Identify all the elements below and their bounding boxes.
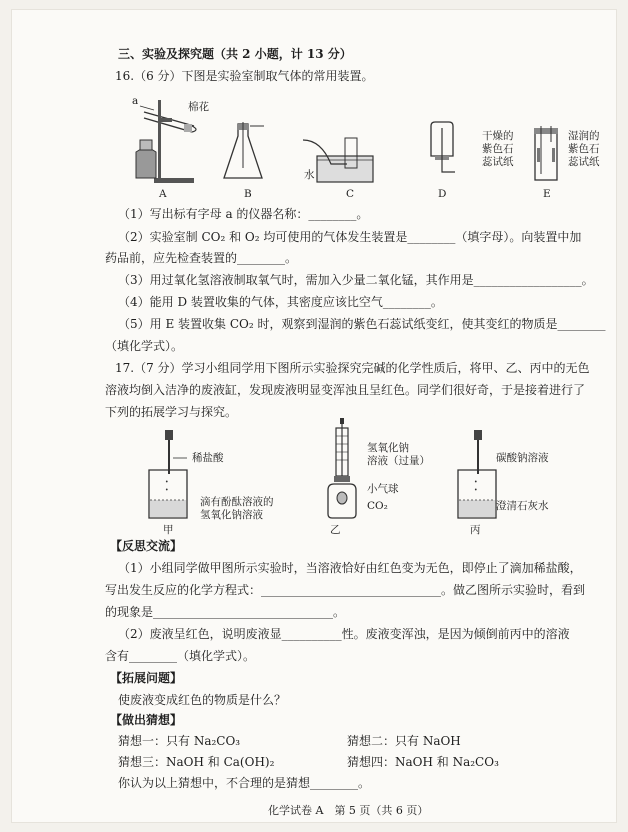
apparatus-jia	[143, 430, 197, 522]
guess-3: 猜想三：NaOH 和 Ca(OH)₂	[118, 755, 275, 769]
label-phenol: 滴有酚酞溶液的 氢氧化钠溶液	[200, 496, 274, 521]
label-limewater: 澄清石灰水	[496, 500, 549, 512]
label-dry-paper: 干燥的 紫色石 蕊试纸	[482, 130, 514, 168]
apparatus-d	[425, 120, 459, 178]
label-a: a	[132, 95, 139, 107]
caption-b: B	[244, 188, 252, 200]
label-naoh: 氢氧化钠 溶液（过量）	[367, 442, 430, 467]
q16-line-6: （5）用 E 装置收集 CO₂ 时，观察到湿润的紫色石蕊试纸变红，使其变红的物质是________	[118, 317, 606, 331]
caption-jia: 甲	[163, 524, 174, 536]
guess-1: 猜想一：只有 Na₂CO₃	[118, 734, 241, 748]
caption-bing: 丙	[470, 524, 481, 536]
caption-d: D	[438, 188, 447, 200]
svg-text:•: •	[474, 487, 478, 494]
q16-line-1: （1）写出标有字母 a 的仪器名称：________。	[118, 207, 369, 221]
reflect-line-1: （1）小组同学做甲图所示实验时，当溶液恰好由红色变为无色，即停止了滴加稀盐酸，	[118, 561, 582, 575]
reflect-line-2: 写出发生反应的化学方程式：______________________________。做乙图所示实验时，看到	[105, 583, 586, 597]
reflect-title: 【反思交流】	[110, 539, 183, 553]
q16-line-7: （填化学式）。	[105, 339, 184, 353]
caption-e: E	[543, 188, 551, 200]
label-hcl: 稀盐酸	[192, 452, 224, 464]
extend-question: 使废液变成红色的物质是什么？	[118, 693, 287, 707]
caption-c: C	[346, 188, 355, 200]
extend-title: 【拓展问题】	[110, 671, 183, 685]
q17-stem-3: 下列的拓展学习与探究。	[105, 405, 238, 419]
guess-4: 猜想四：NaOH 和 Na₂CO₃	[347, 755, 499, 769]
label-na2co3: 碳酸钠溶液	[496, 452, 549, 464]
label-co2: CO₂	[367, 500, 388, 512]
q16-line-2: （2）实验室制 CO₂ 和 O₂ 均可使用的气体发生装置是________（填字母）。向装置中加	[118, 230, 582, 244]
conclusion: 你认为以上猜想中，不合理的是猜想________。	[118, 776, 371, 790]
caption-yi: 乙	[330, 524, 341, 536]
label-balloon: 小气球	[367, 483, 399, 495]
apparatus-b	[216, 122, 270, 188]
guess-title: 【做出猜想】	[110, 713, 183, 727]
apparatus-e	[531, 126, 561, 184]
q16-stem: 16.（6 分）下图是实验室制取气体的常用装置。	[115, 69, 374, 83]
q16-line-3: 药品前，应先检查装置的________。	[105, 251, 298, 265]
apparatus-yi	[322, 416, 362, 520]
svg-text:•: •	[474, 479, 478, 486]
q17-stem-1: 17.（7 分）学习小组同学用下图所示实验探究完碱的化学性质后，将甲、乙、丙中的无色	[115, 361, 590, 375]
reflect-line-5: 含有________（填化学式）。	[105, 649, 256, 663]
page-footer: 化学试卷 A 第 5 页（共 6 页）	[268, 804, 429, 817]
exam-page	[12, 10, 616, 822]
label-wet-paper: 湿润的 紫色石 蕊试纸	[568, 130, 600, 168]
section-title: 三、实验及探究题（共 2 小题，计 13 分）	[118, 47, 352, 61]
q16-line-5: （4）能用 D 装置收集的气体，其密度应该比空气________。	[118, 295, 443, 309]
caption-a: A	[159, 188, 167, 200]
reflect-line-4: （2）废液呈红色，说明废液显__________性。废液变浑浊，是因为倾倒前丙中的溶液	[118, 627, 570, 641]
guess-2: 猜想二：只有 NaOH	[347, 734, 461, 748]
svg-text:•: •	[165, 487, 169, 494]
reflect-line-3: 的现象是______________________________。	[105, 605, 346, 619]
q17-stem-2: 溶液均倒入洁净的废液缸，发现废液明显变浑浊且呈红色。同学们很好奇，于是接着进行了	[105, 383, 586, 397]
svg-text:•: •	[165, 479, 169, 486]
label-cotton: 棉花	[188, 101, 209, 113]
label-water: 水	[304, 169, 315, 181]
q16-line-4: （3）用过氧化氢溶液制取氧气时，需加入少量二氧化锰，其作用是__________________。	[118, 273, 594, 287]
